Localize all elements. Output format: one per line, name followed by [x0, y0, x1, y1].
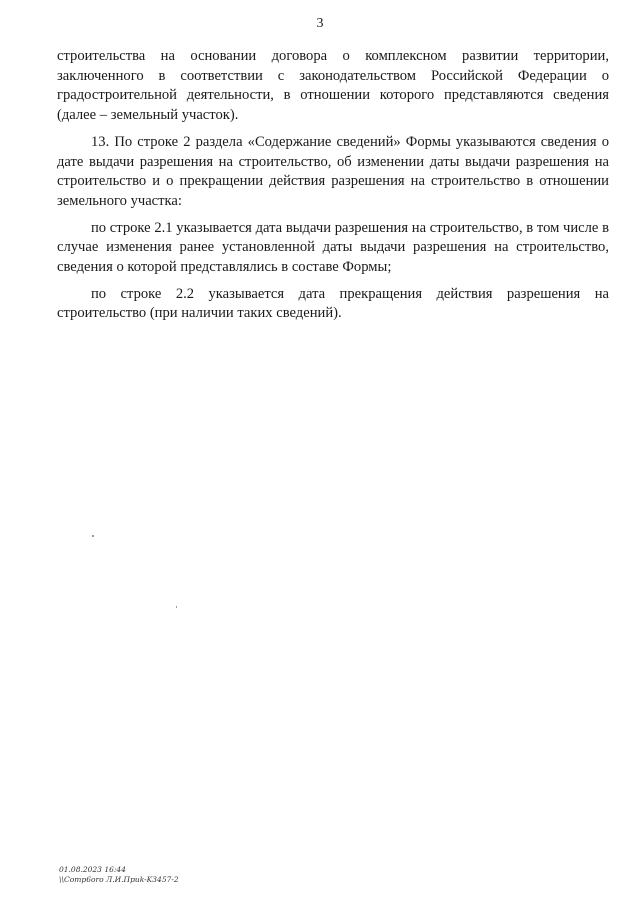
paragraph-item-13: 13. По строке 2 раздела «Содержание сведений» Формы указываются сведения о дате выдачи разрешения на строительство, об изменении даты выдачи разрешения на строительство и о прекращении действия разрешения на строительство в отношении земельного участка:	[57, 133, 609, 209]
document-footer	[59, 865, 179, 885]
page-number: 3	[316, 16, 324, 31]
paragraph-line-2-1: по строке 2.1 указывается дата выдачи разрешения на строительство, в том числе в случае изменения ранее установленной даты выдачи разрешения на строительство, сведения о которой представлялись в составе Формы;	[57, 219, 609, 276]
footer-timestamp: 01.08.2023 16:44	[59, 865, 126, 874]
scan-artifact	[92, 535, 94, 537]
paragraph-continuation: строительства на основании договора о комплексном развитии территории, заключенного в соответствии с законодательством Российской Федерации о градостроительной деятельности, в отношении которого представляются сведения (далее – земельный участок).	[57, 48, 609, 124]
paragraph-line-2-2: по строке 2.2 указывается дата прекращения действия разрешения на строительство (при наличии таких сведений).	[57, 285, 609, 322]
scan-artifact	[176, 606, 177, 608]
document-body	[57, 47, 609, 331]
footer-author-code: \\Comp6oro Л.И.Приk-K3457-2	[59, 875, 179, 884]
